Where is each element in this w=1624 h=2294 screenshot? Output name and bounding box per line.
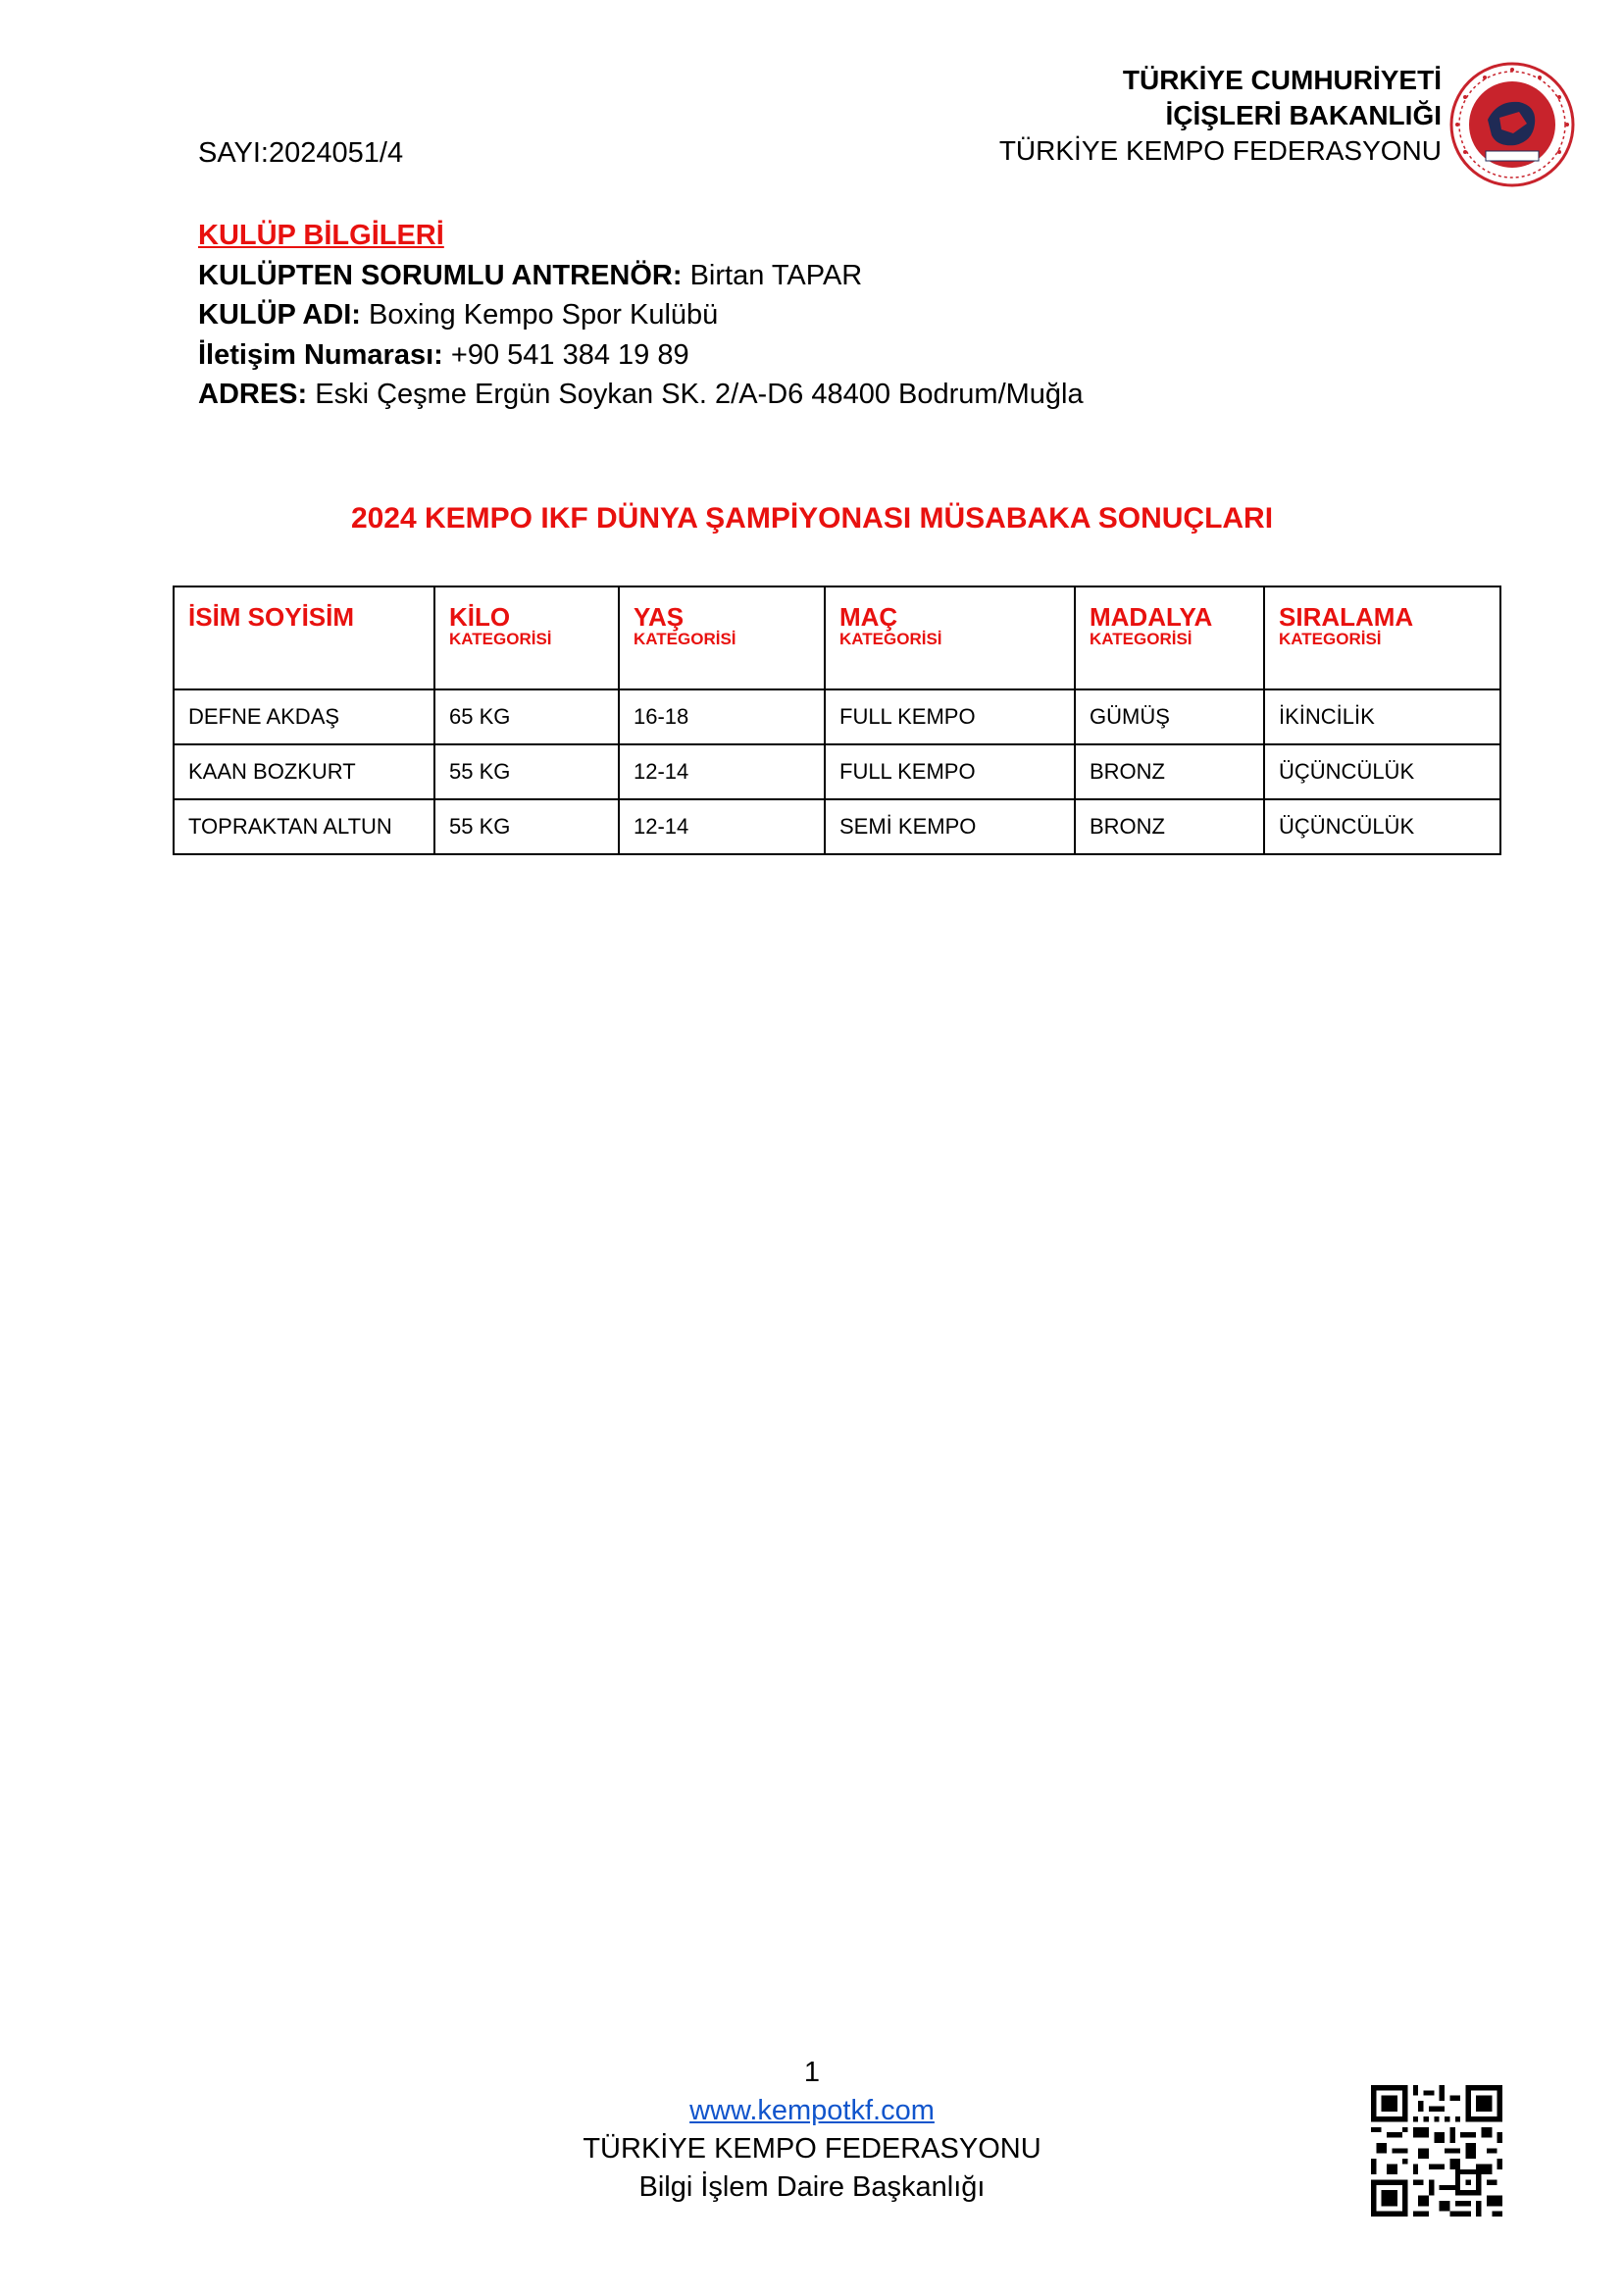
table-cell: GÜMÜŞ (1075, 689, 1264, 744)
table-row (174, 799, 1500, 854)
org-ministry: İÇİŞLERİ BAKANLIĞI (1165, 100, 1442, 130)
coach-value: Birtan TAPAR (689, 259, 863, 291)
address-label: ADRES: (198, 379, 308, 410)
table-row (174, 744, 1500, 799)
address-value: Eski Çeşme Ergün Soykan SK. 2/A-D6 48400 Bodrum/Muğla (315, 379, 1084, 410)
club-info-heading: KULÜP BİLGİLERİ (198, 220, 444, 251)
organization-block (999, 63, 1442, 169)
column-header: KİLO KATEGORİSİ (434, 586, 619, 689)
table-cell: SEMİ KEMPO (825, 799, 1075, 854)
column-header: YAŞ KATEGORİSİ (619, 586, 825, 689)
address-line (198, 375, 1084, 415)
column-header: SIRALAMA KATEGORİSİ (1264, 586, 1500, 689)
footer-organization: TÜRKİYE KEMPO FEDERASYONU (583, 2133, 1041, 2165)
column-header: İSİM SOYİSİM (174, 586, 434, 689)
table-cell: İKİNCİLİK (1264, 689, 1500, 744)
table-cell: BRONZ (1075, 799, 1264, 854)
table-cell: 65 KG (434, 689, 619, 744)
qr-code-icon (1371, 2085, 1502, 2217)
document-number: SAYI:2024051/4 (198, 137, 404, 169)
table-row (174, 689, 1500, 744)
table-cell: DEFNE AKDAŞ (174, 689, 434, 744)
table-cell: FULL KEMPO (825, 689, 1075, 744)
table-cell: ÜÇÜNCÜLÜK (1264, 799, 1500, 854)
table-cell: 55 KG (434, 744, 619, 799)
org-republic: TÜRKİYE CUMHURİYETİ (1122, 65, 1442, 95)
club-info-section (198, 216, 1084, 415)
phone-line (198, 335, 1084, 376)
club-name-value: Boxing Kempo Spor Kulübü (369, 299, 719, 331)
club-name-label: KULÜP ADI: (198, 299, 361, 331)
footer-department: Bilgi İşlem Daire Başkanlığı (638, 2171, 986, 2203)
website-link[interactable]: www.kempotkf.com (689, 2095, 935, 2126)
results-table (173, 586, 1501, 855)
phone-value: +90 541 384 19 89 (450, 338, 689, 371)
results-title: 2024 KEMPO IKF DÜNYA ŞAMPİYONASI MÜSABAKA SONUÇLARI (350, 502, 1274, 535)
table-cell: TOPRAKTAN ALTUN (174, 799, 434, 854)
column-header: MADALYA KATEGORİSİ (1075, 586, 1264, 689)
table-cell: 55 KG (434, 799, 619, 854)
table-cell: KAAN BOZKURT (174, 744, 434, 799)
column-header: MAÇ KATEGORİSİ (825, 586, 1075, 689)
federation-seal-icon (1448, 61, 1576, 188)
phone-label: İletişim Numarası: (198, 338, 443, 371)
table-cell: 12-14 (619, 744, 825, 799)
coach-line (198, 256, 1084, 296)
table-cell: 12-14 (619, 799, 825, 854)
table-cell: 16-18 (619, 689, 825, 744)
table-cell: BRONZ (1075, 744, 1264, 799)
page-number: 1 (803, 2057, 821, 2088)
table-cell: FULL KEMPO (825, 744, 1075, 799)
club-name-line (198, 295, 1084, 335)
table-cell: ÜÇÜNCÜLÜK (1264, 744, 1500, 799)
table-header-row (174, 586, 1500, 689)
org-federation: TÜRKİYE KEMPO FEDERASYONU (998, 135, 1442, 166)
coach-label: KULÜPTEN SORUMLU ANTRENÖR: (198, 259, 683, 291)
